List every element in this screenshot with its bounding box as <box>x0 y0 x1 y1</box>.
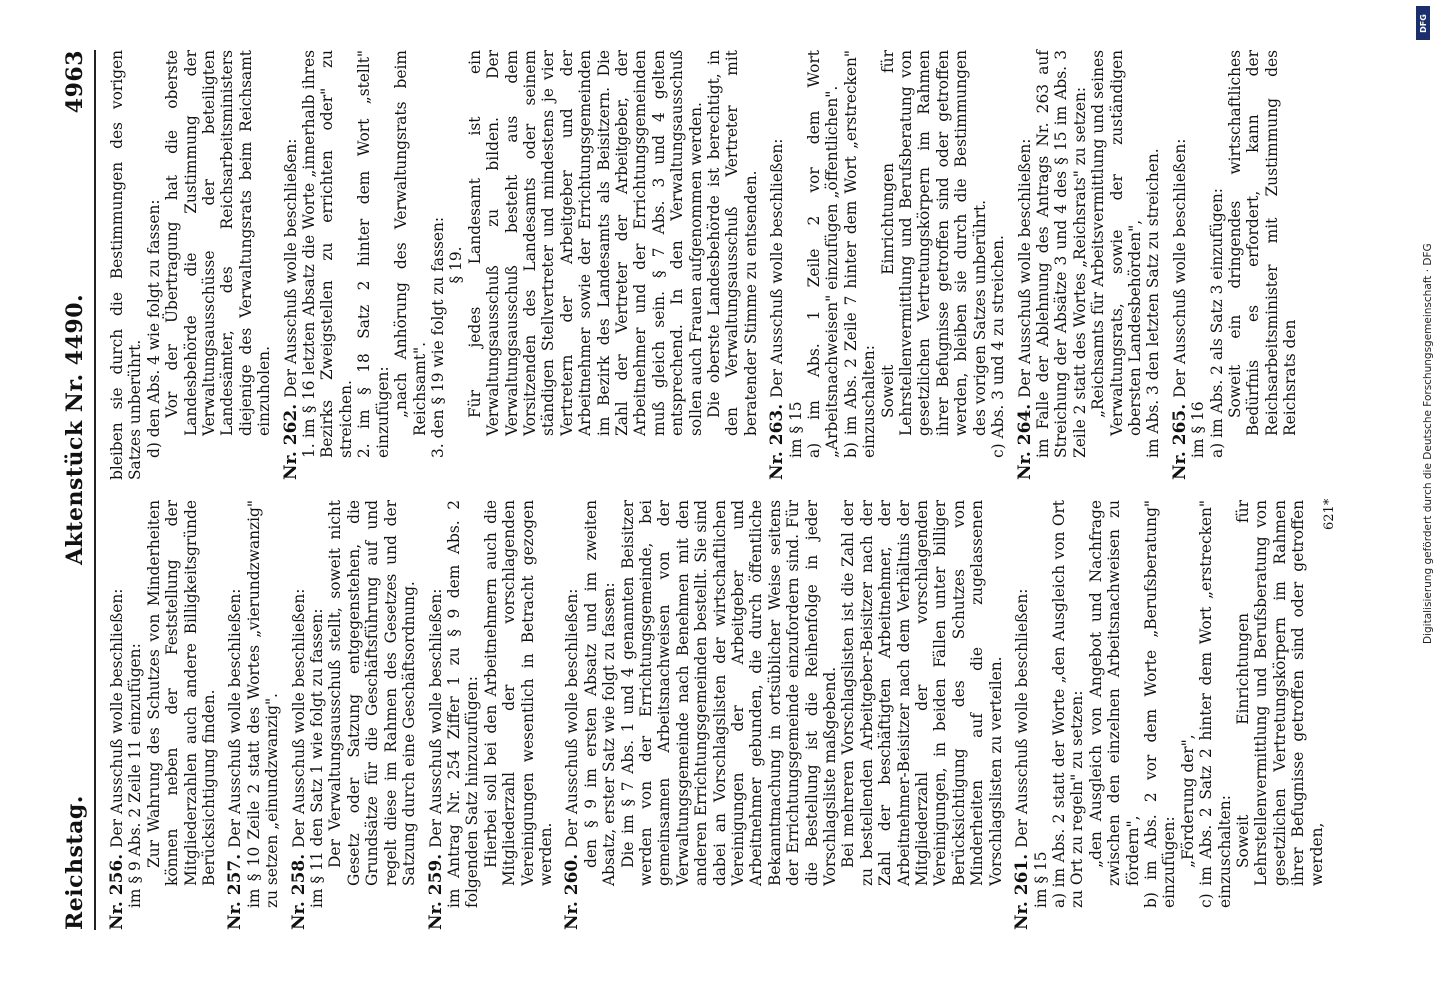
line-text: c) im Abs. 2 Satz 2 hinter dem Wort „erstrecken" einzuschalten: <box>1197 500 1234 908</box>
line-text: § 19. <box>447 246 466 284</box>
motion-text <box>805 50 842 480</box>
motion-heading <box>226 500 244 930</box>
line-text: Der Ausschuß wolle beschließen: <box>563 588 582 848</box>
motion-text <box>145 50 163 480</box>
signature-mark: 621* <box>1322 498 1337 530</box>
line-text: 3. den § 19 wie folgt zu fassen: <box>428 216 447 458</box>
line-text: Der Ausschuß wolle beschließen: <box>426 588 445 848</box>
motion-text <box>787 50 805 480</box>
line-text: b) im Abs. 2 vor dem Worte „Berufsberatung" einzufügen: <box>1141 500 1179 908</box>
motion-text <box>1226 50 1300 480</box>
line-text: im § 16 <box>1189 401 1208 458</box>
motion-text <box>839 500 1005 930</box>
digitization-note: Digitalisierung gefördert durch die Deutsche Forschungsgemeinschaft · DFG <box>1422 243 1434 644</box>
line-text: den § 9 im ersten Absatz und im zweiten Absatz, erster Satz wie folgt zu fassen: <box>581 500 619 886</box>
right-column <box>108 50 1308 480</box>
line-text: im § 15 <box>1031 851 1050 908</box>
page-number: 4963 <box>62 50 88 114</box>
line-text: Der Ausschuß wolle beschließen: <box>281 138 300 398</box>
left-column <box>108 500 1334 930</box>
line-text: 2. im § 18 Satz 2 hinter dem Wort „stellt" einzufügen: <box>355 50 392 458</box>
motion-entry <box>290 500 419 930</box>
motion-text <box>1234 500 1326 930</box>
line-text: Der Ausschuß wolle beschließen: <box>108 588 126 848</box>
line-text: im Falle der Ablehnung des Antrags Nr. 263 auf Streichung der Absätze 3 und 4 des § 15 im Abs. 3 Zeile 2 statt des Wortes „Reichsrats" zu setzen: <box>1033 50 1089 458</box>
motion-number: Nr. 261. <box>1012 853 1033 930</box>
line-text: b) im Abs. 2 Zeile 7 hinter dem Wort „erstrecken" einzuschalten: <box>841 50 879 458</box>
motion-text <box>619 500 840 930</box>
line-text: Vor der Übertragung hat die oberste Landesbehörde die Zustimmung der Verwaltungsausschüsse der beteiligten Landesämter, des Reichsarbeitsministers diejenige des Verwaltungsrats beim Reichsamt einzuholen. <box>163 50 274 436</box>
motion-text <box>582 500 619 930</box>
motion-text <box>300 50 355 480</box>
line-text: Soweit Einrichtungen für Lehrstellenvermittlung und Berufsberatung von gesetzlichen Vertretungskörpern im Rahmen ihrer Befugnisse getroffen sind oder getroffen werden, <box>1233 500 1326 886</box>
motion-heading <box>282 50 300 480</box>
dfg-logo: DFG <box>1416 6 1430 40</box>
motion-text <box>1032 500 1050 930</box>
motion-entry <box>108 50 274 480</box>
motion-number: Nr. 265. <box>1169 403 1190 480</box>
motion-number: Nr. 263. <box>767 403 788 480</box>
line-text: Der Ausschuß wolle beschließen: <box>1170 138 1189 398</box>
line-text: Zur Wahrung des Schutzes von Minderheiten können neben der Feststellung der Mitgliederzahlen auch andere Billigkeitsgründe Berücksichtigung finden. <box>144 500 219 886</box>
motion-number: Nr. 257. <box>225 853 246 930</box>
line-text: „den Ausgleich von Angebot und Nachfrage zwischen den einzelnen Arbeitsnachweisen zu fördern", <box>1086 500 1142 886</box>
line-text: „Förderung der", <box>1178 734 1197 868</box>
motion-text <box>447 50 465 480</box>
line-text: Die im § 7 Abs. 1 und 4 genannten Beisitzer werden von der Errichtungsgemeinde, bei gemeinsamen Arbeitsnachweisen von der Verwaltungsgemeinde nach Benehmen mit den anderen Errichtungsgemeinden bestellt. Sie sind dabei an Vorschlagslisten der wirtschaftlichen Vereinigungen der Arbeitgeber und Arbeitnehmer gebunden, die durch öffentliche Bekanntmachung in ortsüblicher Weise seitens der Errichtungsgemeinde einzufordern sind. Für die Bestellung ist die Reihenfolge in jeder Vorschlagsliste maßgebend. <box>618 500 840 886</box>
motion-text <box>1197 500 1234 930</box>
line-text: a) im Abs. 2 statt der Worte „den Ausgleich von Ort zu Ort zu regeln" zu setzen: <box>1049 500 1087 908</box>
line-text: im Antrag Nr. 254 Ziffer 1 zu § 9 dem Abs. 2 folgenden Satz hinzuzufügen: <box>444 500 482 908</box>
motion-entry <box>282 50 761 480</box>
motion-text <box>308 500 326 930</box>
motion-entry <box>427 500 556 930</box>
motion-text <box>326 500 418 930</box>
motion-number: Nr. 258. <box>288 853 309 930</box>
motion-heading <box>1016 50 1034 480</box>
line-text: Für jedes Landesamt ist ein Verwaltungsausschuß zu bilden. Der Verwaltungsausschuß besteht aus dem Vorsitzenden des Landesamts oder seinem ständigen Stellvertreter und mindestens je vier Vertretern der Arbeitgeber und der Arbeitnehmer sowie der Errichtungsgemeinden im Bezirk des Landesamts als Beisitzern. Die Zahl der Vertreter der Arbeitgeber, der Arbeitnehmer und der Errichtungsgemeinden muß gleich sein. § 7 Abs. 3 und 4 gelten entsprechend. In den Verwaltungsausschuß sollen auch Frauen aufgenommen werden. <box>465 50 705 436</box>
motion-text <box>145 500 219 930</box>
line-text: bleiben sie durch die Bestimmungen des vorigen Satzes unberührt. <box>108 50 145 480</box>
page-header <box>62 50 88 930</box>
header-rule <box>94 50 96 930</box>
motion-text <box>126 500 144 930</box>
line-text: Der Ausschuß wolle beschließen: <box>1013 588 1032 848</box>
line-text: im § 15 <box>786 401 805 458</box>
motion-entry <box>1013 500 1326 930</box>
line-text: im § 9 Abs. 2 Zeile 11 einzufügen: <box>126 643 145 908</box>
motion-text <box>355 50 392 480</box>
motion-text <box>445 500 482 930</box>
motion-entry <box>226 500 281 930</box>
motion-text <box>466 50 705 480</box>
motion-text <box>1050 500 1087 930</box>
line-text: a) im Abs. 2 als Satz 3 einzufügen: <box>1207 188 1226 458</box>
motion-text <box>1089 50 1144 480</box>
motion-heading <box>290 500 308 930</box>
line-text: Der Verwaltungsausschuß stellt, soweit nicht Gesetz oder Satzung entgegenstehen, die Grundsätze für die Geschäftsführung auf und regelt diese im Rahmen des Gesetzes und der Satzung durch eine Geschäftsordnung. <box>326 500 419 886</box>
motion-heading <box>1171 50 1189 480</box>
header-title: Aktenstück Nr. 4490. <box>62 293 88 565</box>
motion-text <box>1144 50 1162 480</box>
line-text: im § 10 Zeile 2 statt des Wortes „vierundzwanzig" zu setzen „einundzwanzig". <box>244 500 282 908</box>
motion-text <box>429 50 447 480</box>
motion-text <box>163 50 273 480</box>
motion-text <box>1208 50 1226 480</box>
motion-text <box>1179 500 1197 930</box>
line-text: Der Ausschuß wolle beschließen: <box>289 588 308 848</box>
motion-heading <box>108 500 126 930</box>
motion-entry <box>1171 50 1300 480</box>
line-text: „nach Anhörung des Verwaltungsrats beim Reichsamt". <box>392 50 429 436</box>
motion-number: Nr. 256. <box>107 853 127 930</box>
line-text: Soweit ein dringendes wirtschaftliches Bedürfnis es erfordert, kann der Reichsarbeitsminister mit Zustimmung des Reichsrats den <box>1225 50 1300 436</box>
motion-text <box>1034 50 1089 480</box>
motion-entry <box>768 50 1007 480</box>
motion-text <box>482 500 556 930</box>
line-text: Der Ausschuß wolle beschließen: <box>226 588 245 848</box>
motion-text <box>1189 50 1207 480</box>
line-text: Der Ausschuß wolle beschließen: <box>1015 138 1034 398</box>
motion-text <box>705 50 760 480</box>
motion-entry <box>1016 50 1163 480</box>
motion-text <box>989 50 1007 480</box>
motion-number: Nr. 260. <box>562 853 583 930</box>
motion-text <box>245 500 282 930</box>
motion-text <box>392 50 429 480</box>
motion-heading <box>427 500 445 930</box>
line-text: Bei mehreren Vorschlagslisten ist die Zahl der zu bestellenden Arbeitgeber-Beisitzer nach der Zahl der beschäftigten Arbeitnehmer, der Arbeitnehmer-Beisitzer nach dem Verhältnis der Mitgliederzahl der vorschlagenden Vereinigungen, in beiden Fällen unter billiger Berücksichtigung des Schutzes von Minderheiten auf die zugelassenen Vorschlagslisten zu verteilen. <box>839 500 1005 886</box>
line-text: a) im Abs. 1 Zeile 2 vor dem Wort „Arbeitsnachweisen" einzufügen „öffentlichen". <box>805 50 842 458</box>
line-text: im § 11 den Satz 1 wie folgt zu fassen: <box>308 608 327 908</box>
header-left: Reichstag. <box>62 795 88 930</box>
motion-text <box>1087 500 1142 930</box>
line-text: im Abs. 3 den letzten Satz zu streichen. <box>1144 148 1163 458</box>
motion-entry <box>108 500 218 930</box>
line-text: Die oberste Landesbehörde ist berechtigt, in den Verwaltungsausschuß Vertreter mit beratender Stimme zu entsenden. <box>705 50 760 436</box>
line-text: Hierbei soll bei den Arbeitnehmern auch die Mitgliederzahl der vorschlagenden Vereinigungen wesentlich in Betracht gezogen werden. <box>481 500 555 886</box>
motion-text <box>842 50 879 480</box>
motion-heading <box>768 50 786 480</box>
line-text: d) den Abs. 4 wie folgt zu fassen: <box>144 199 163 458</box>
motion-heading <box>563 500 581 930</box>
motion-text <box>879 50 989 480</box>
motion-text <box>108 50 145 480</box>
line-text: 1. im § 16 letzten Absatz die Worte „innerhalb ihres Bezirks Zweigstellen zu errichten oder" zu streichen. <box>300 50 355 458</box>
motion-number: Nr. 262. <box>280 403 301 480</box>
motion-text <box>1142 500 1179 930</box>
line-text: Soweit Einrichtungen für Lehrstellenvermittlung und Berufsberatung von gesetzlichen Vertretungskörpern im Rahmen ihrer Befugnisse getroffen sind oder getroffen werden, bleiben sie durch die Bestimmungen des vorigen Satzes unberührt. <box>878 50 989 436</box>
motion-heading <box>1013 500 1031 930</box>
line-text: „Reichsamts für Arbeitsvermittlung und seines Verwaltungsrats, sowie der zuständigen obersten Landesbehörden", <box>1089 50 1144 436</box>
line-text: Der Ausschuß wolle beschließen: <box>768 138 787 398</box>
motion-number: Nr. 264. <box>1014 403 1035 480</box>
motion-number: Nr. 259. <box>425 853 446 930</box>
line-text: c) Abs. 3 und 4 zu streichen. <box>989 235 1008 458</box>
motion-entry <box>563 500 1005 930</box>
